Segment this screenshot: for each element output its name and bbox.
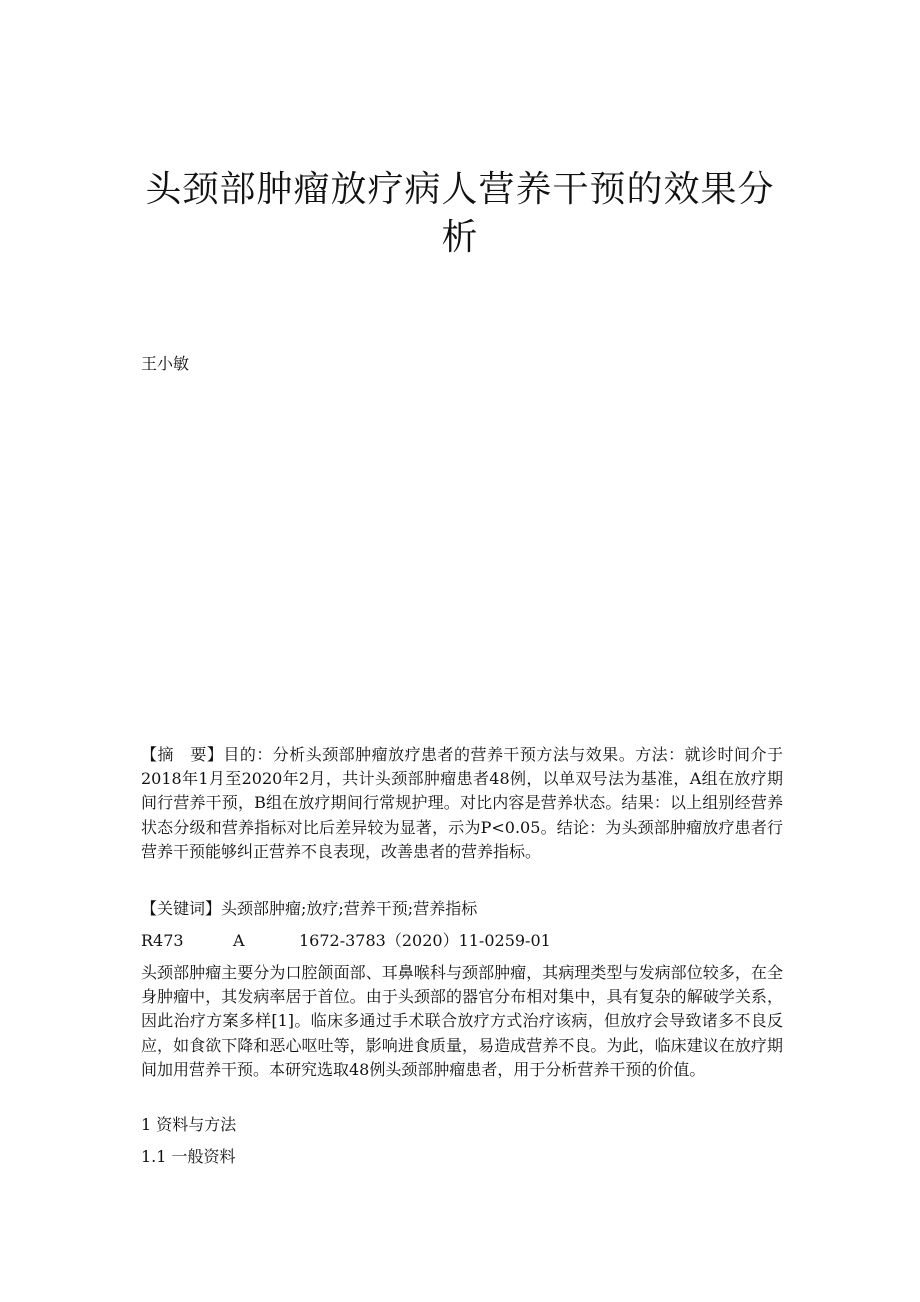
keywords-paragraph [141, 897, 783, 921]
abstract-paragraph [141, 743, 783, 864]
article-id: 1672-3783（2020）11-0259-01 [299, 931, 551, 950]
author-name: 王小敏 [141, 354, 190, 373]
section-heading-1: 1 资料与方法 [141, 1115, 237, 1134]
document-code: A [233, 931, 245, 950]
document-title: 头颈部肿瘤放疗病人营养干预的效果分析 [145, 169, 775, 258]
clc-code: R473 [141, 931, 184, 950]
abstract-label: 【摘 要】 [141, 745, 224, 764]
abstract-text: 目的：分析头颈部肿瘤放疗患者的营养干预方法与效果。方法：就诊时间介于2018年1月至2020年2月，共计头颈部肿瘤患者48例，以单双号法为基准，A组在放疗期间行营养干预，B组在放疗期间行常规护理。对比内容是营养状态。结果：以上组别经营养状态分级和营养指标对比后差异较为显著，示为P<0.05。结论：为头颈部肿瘤放疗患者行营养干预能够纠正营养不良表现，改善患者的营养指标。 [141, 745, 783, 861]
intro-paragraph: 头颈部肿瘤主要分为口腔颌面部、耳鼻喉科与颈部肿瘤，其病理类型与发病部位较多，在全身肿瘤中，其发病率居于首位。由于头颈部的器官分布相对集中，具有复杂的解破学关系，因此治疗方案多样[1]。临床多通过手术联合放疗方式治疗该病，但放疗会导致诸多不良反应，如食欲下降和恶心呕吐等，影响进食质量，易造成营养不良。为此，临床建议在放疗期间加用营养干预。本研究选取48例头颈部肿瘤患者，用于分析营养干预的价值。 [141, 963, 783, 1079]
keywords-text: 头颈部肿瘤;放疗;营养干预;营养指标 [221, 899, 478, 918]
section-heading-1-1: 1.1 一般资料 [141, 1147, 236, 1166]
keywords-label: 【关键词】 [141, 899, 222, 918]
classification-line [141, 929, 551, 953]
